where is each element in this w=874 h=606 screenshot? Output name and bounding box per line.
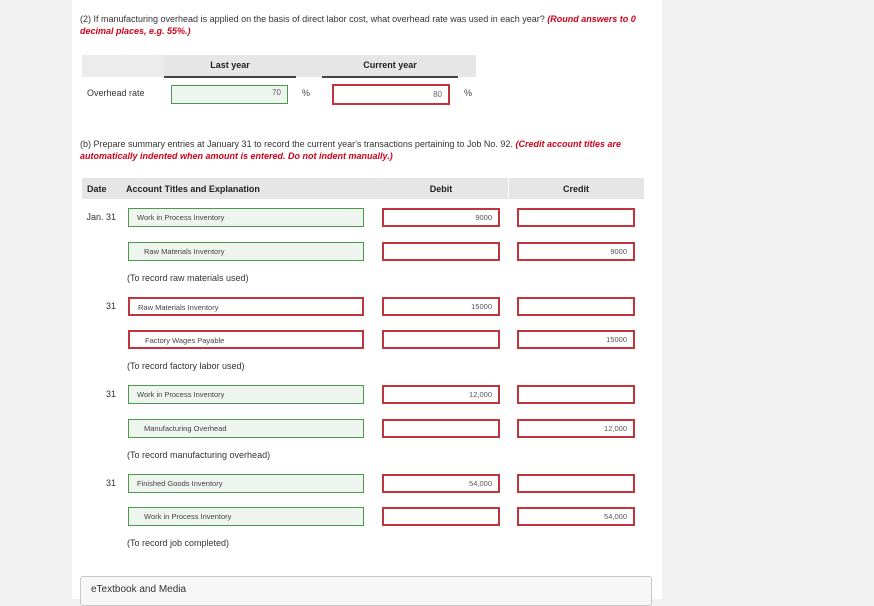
entry-3-debit-account[interactable]: Work in Process Inventory <box>128 385 364 404</box>
entry-1-credit-amount[interactable]: 9000 <box>517 242 635 261</box>
entry-2-credit-amount[interactable]: 15000 <box>517 330 635 349</box>
entry-1-debit-amount[interactable]: 9000 <box>382 208 500 227</box>
entry-4-credit-account[interactable]: Work in Process Inventory <box>128 507 364 526</box>
rounding-note: (Round answers to 0 decimal places, e.g. 55%.) <box>80 14 636 36</box>
question-text: (2) If manufacturing overhead is applied on the basis of direct labor cost, what overhead rate was used in each year? <box>80 14 545 24</box>
question-b-text: (b) Prepare summary entries at January 31 to record the current year's transactions pertaining to Job No. 92. <box>80 139 513 149</box>
header-divider <box>508 179 509 199</box>
header-credit: Credit <box>562 184 589 194</box>
entry-3-debit-amount[interactable]: 12,000 <box>382 385 500 404</box>
indent-note: (Credit account titles are automatically indented when amount is entered. Do not indent manually.) <box>80 139 621 161</box>
entry-4-debit-amount[interactable]: 54,000 <box>382 474 500 493</box>
entry-2-debit-row-credit-amount[interactable] <box>517 297 635 316</box>
col-current-year: Current year <box>363 60 417 70</box>
header-date: Date <box>87 184 107 194</box>
entry-1-memo: (To record raw materials used) <box>127 273 249 283</box>
entry-1-debit-account[interactable]: Work in Process Inventory <box>128 208 364 227</box>
entry-1-credit-row-debit-amount[interactable] <box>382 242 500 261</box>
entry-4-credit-row-debit-amount[interactable] <box>382 507 500 526</box>
col-last-year: Last year <box>210 60 250 70</box>
entry-3-credit-account[interactable]: Manufacturing Overhead <box>128 419 364 438</box>
entry-3-memo: (To record manufacturing overhead) <box>127 450 271 460</box>
entry-1-credit-account[interactable]: Raw Materials Inventory <box>128 242 364 261</box>
etextbook-label: eTextbook and Media <box>91 584 187 595</box>
entry-3-date: 31 <box>105 389 116 399</box>
last-year-pct-symbol: % <box>302 88 311 98</box>
current-year-pct-symbol: % <box>464 88 473 98</box>
entry-4-credit-amount[interactable]: 54,000 <box>517 507 635 526</box>
current-year-rate-input[interactable]: 80 <box>332 84 450 105</box>
overhead-rate-label: Overhead rate <box>87 88 145 98</box>
entry-1-date: Jan. 31 <box>86 212 116 222</box>
rate-table-header-blank <box>82 55 164 77</box>
entry-4-memo: (To record job completed) <box>127 538 230 548</box>
question-part-2 <box>80 13 655 37</box>
entry-3-debit-row-credit-amount[interactable] <box>517 385 635 404</box>
entry-3-credit-row-debit-amount[interactable] <box>382 419 500 438</box>
header-debit: Debit <box>429 184 453 194</box>
entry-2-date: 31 <box>105 301 116 311</box>
entry-2-debit-account[interactable]: Raw Materials Inventory <box>128 297 364 316</box>
col-current-year-underline <box>322 76 458 78</box>
entry-1-debit-row-credit-amount[interactable] <box>517 208 635 227</box>
header-account: Account Titles and Explanation <box>126 184 260 194</box>
col-last-year-underline <box>164 76 296 78</box>
entry-4-date: 31 <box>105 478 116 488</box>
entry-2-debit-amount[interactable]: 15000 <box>382 297 500 316</box>
question-part-b <box>80 138 655 162</box>
etextbook-media-link[interactable] <box>80 576 652 606</box>
entry-2-credit-row-debit-amount[interactable] <box>382 330 500 349</box>
entry-3-credit-amount[interactable]: 12,000 <box>517 419 635 438</box>
entry-2-credit-account[interactable]: Factory Wages Payable <box>128 330 364 349</box>
entry-4-debit-account[interactable]: Finished Goods Inventory <box>128 474 364 493</box>
entry-4-debit-row-credit-amount[interactable] <box>517 474 635 493</box>
entry-2-memo: (To record factory labor used) <box>127 361 245 371</box>
last-year-rate-input[interactable]: 70 <box>171 85 288 104</box>
